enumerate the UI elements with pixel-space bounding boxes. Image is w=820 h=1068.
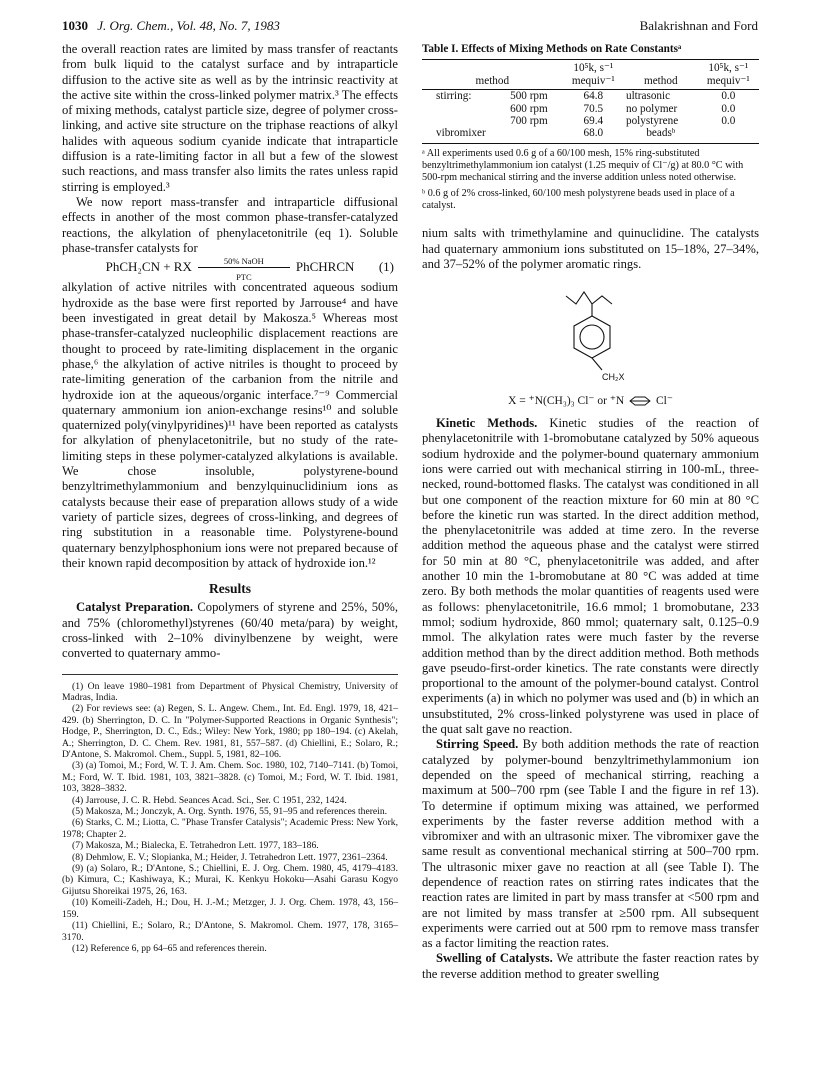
equation-reactants: PhCH₂CN + RX	[105, 259, 192, 275]
footnote-10: (10) Komeili-Zadeh, H.; Dou, H. J.-M.; Metzger, J. J. Org. Chem. 1978, 43, 156–159.	[62, 897, 398, 920]
paragraph-catalyst-substitution: nium salts with trimethylamine and quinuclidine. The catalysts had quaternary ammonium ions substituted on 15–18%, 27–34%, and 37–52% of the polymer aromatic rings.	[422, 226, 759, 271]
header-rate-bottom-1: mequiv⁻¹	[563, 75, 624, 90]
cell-rate: 64.8	[583, 90, 604, 103]
footnote-2: (2) For reviews see: (a) Regen, S. L. Angew. Chem., Int. Ed. Engl. 1979, 18, 421–429. (b) Sherrington, D. C. In "Polymer-Supported Reactions in Organic Synthesis"; Hodge, P., Sherrington, D. C., Eds.; Wiley: New York, 1980; pp 180–194. (c) Akelah, A.; Sherrington, D. C. Chem. Rev. 1981, 81, 557–587. (d) Chiellini, E.; Solaro, R.; D'Antone, S. Makromol. Chem., Suppl. 5, 1981, 82–106.	[62, 703, 398, 761]
reaction-arrow	[198, 255, 290, 282]
benzene-ring	[574, 316, 610, 358]
cell-method	[422, 115, 508, 127]
stirring-speed-text: By both addition methods the rate of reaction catalyzed by polymer-bound benzyltrimethylammonium ion depended on the speed of mechanical stirring, reaching a maximum at 500–700 rpm (see Table I and the figure in ref 13). To determine if optimum mixing was attained, we performed experiments by the faster reverse addition method with a vibromixer and with an ultrasonic mixer. The vibromixer gave the same result as conventional mechanical stirring at 500–700 rpm. The ultrasonic mixer gave no reaction at all (see Table I). The dependence of reaction rates on stirring rates indicates that the reaction rates are limited in part by mass transfer at <500 rpm and are not limited by mass transfer at ≥500 rpm. All subsequent experiments were carried out at 500 rpm to remove mass transfer as a factor limiting the reaction rates.	[422, 737, 759, 951]
footnote-7: (7) Makosza, M.; Bialecka, E. Tetrahedron Lett. 1977, 183–186.	[72, 840, 319, 852]
cell-rate-2: 0.0	[721, 114, 736, 127]
footnote-8: (8) Dehmlow, E. V.; Slopianka, M.; Heider, J. Tetrahedron Lett. 1977, 2361–2364.	[72, 851, 388, 863]
cell-method: stirring:	[436, 90, 472, 103]
cell-method-2: polystyrene	[625, 114, 679, 127]
cell-speed: 600 rpm	[510, 102, 548, 115]
paragraph-swelling	[422, 951, 759, 982]
cell-speed: 500 rpm	[510, 90, 548, 103]
aromatic-circle	[580, 325, 604, 349]
header-rate-bottom-2: mequiv⁻¹	[698, 75, 759, 90]
equation-number: (1)	[378, 259, 394, 275]
kinetic-methods-text: Kinetic studies of the reaction of phenylacetonitrile with 1-bromobutane catalyzed by 50% aqueous sodium hydroxide and the polymer-bound quaternary ammonium ions were carried out with mechanical stirring in 100-mL, three-necked, round-bottomed flasks. The catalyst was conditioned in all but one component of the reaction mixture for 60 min at 80 °C before the kinetic run was started. In the direct addition method, the phenylacetonitrile was added at time zero. In the reverse addition method the aqueous phase and the catalyst were stirred for 50 min at 80 °C, phenylacetonitrile was added, and after another 10 min the 1-bromobutane at 80 °C was added at time zero. By both methods the molar quantities of reagents used were as follows: phenylacetonitrile, 16.6 mmol; 1 bromobutane, 233 mmol; sodium hydroxide, 860 mmol; quaternary salt, 0.125–0.9 mmol. The alkylation rates were much faster by the reverse addition method than by the direct addition method. Both methods gave pseudo-first-order kinetics. The rate constants were directly proportional to the amount of the polymer-bound catalyst. Control experiments (a) in which no polymer was used and (b) in which an unsubstituted, 2% cross-linked polystyrene was used in place of the quat salt gave no reaction.	[422, 416, 759, 737]
cell-rate: 69.4	[583, 114, 604, 127]
page-header	[62, 18, 758, 36]
paragraph-stirring-speed	[422, 737, 759, 951]
footnote-5: (5) Makosza, M.; Jonczyk, A. Org. Synth. 1976, 55, 91–95 and references therein.	[72, 806, 388, 818]
header-left	[62, 18, 280, 34]
table-header-row-2	[422, 75, 759, 90]
paragraph-kinetic-methods	[422, 416, 759, 737]
catalyst-preparation-text: Copolymers of styrene and 25%, 50%, and 75% (chloromethyl)styrenes (60/40 meta/para) by weight, cross-linked with 2–10% divinylbenzene by weight, were converted to quaternary ammo-	[62, 600, 398, 661]
table-title: Table I. Effects of Mixing Methods on Rate Constantsᵃ	[422, 43, 682, 55]
structure-drawing	[526, 282, 656, 394]
stirring-speed-runin: Stirring Speed.	[436, 737, 519, 752]
footnote-4: (4) Jarrouse, J. C. R. Hebd. Seances Acad. Sci., Ser. C 1951, 232, 1424.	[72, 794, 347, 806]
paragraph-report: We now report mass-transfer and intraparticle diffusional effects in another of the most common phase-transfer-catalyzed reactions, the alkylation of phenylacetonitrile (eq 1). Soluble phase-transfer catalysts for	[62, 194, 398, 255]
table-header-row-1	[422, 60, 759, 75]
backbone-chain	[566, 292, 612, 304]
footnote-11: (11) Chiellini, E.; Solaro, R.; D'Antone, S. Makromol. Chem. 1977, 178, 3165–3170.	[62, 920, 398, 943]
table-row	[422, 103, 759, 115]
running-authors: Balakrishnan and Ford	[639, 18, 758, 33]
cell-method-2: beadsᵇ	[624, 127, 698, 143]
journal-citation: J. Org. Chem., Vol. 48, No. 7, 1983	[97, 18, 280, 33]
cell-rate: 68.0	[563, 127, 624, 143]
swelling-runin: Swelling of Catalysts.	[436, 951, 553, 966]
cell-rate: 70.5	[583, 102, 604, 115]
cell-method: vibromixer	[422, 127, 508, 143]
paragraph-alkylation: alkylation of active nitriles with concentrated aqueous sodium hydroxide as the base were first reported by Jarrouse⁴ and have been investigated in great detail by Makosza.⁵ Whereas most phase-transfer-catalyzed nucleophilic displacement reactions are thought to proceed by rate-limiting displacement in the organic phase,⁶ the alkylation of active nitriles is thought to proceed by rate-limiting generation of the carbanion from the nitrile and hydroxide ion at the aqueous/organic interface.⁷⁻⁹ Commercial quaternary ammonium ion anion-exchange resins¹⁰ and soluble quaternized poly(vinylpyridines)¹¹ have been reported as catalysts for alkylation of phenylacetonitrile, but no study of the rate-limiting steps in these polymer-catalyzed alkylations is available. We chose insoluble, polystyrene-bound benzyltrimethylammonium and benzylquinuclidinium ions as catalysts because their ease of preparation allows study of a wide variety of particle sizes, degrees of cross-linking, and degrees of ring substitution in a reasonable time. Polystyrene-bound quaternary benzylphosphonium ions were not prepared because of their known rapid decomposition by attack of hydroxide ion.¹²	[62, 280, 398, 570]
left-column	[62, 42, 398, 954]
table-1	[422, 42, 759, 212]
catalyst-preparation-runin: Catalyst Preparation.	[76, 600, 194, 615]
rate-table	[422, 59, 759, 143]
cell-method-2: ultrasonic	[625, 90, 671, 103]
equation-product: PhCHRCN	[295, 259, 355, 275]
cell-method	[422, 103, 508, 115]
structure-caption-a: X = ⁺N(CH₃)₃ Cl⁻ or ⁺N	[508, 395, 625, 408]
header-blank-1	[422, 60, 563, 75]
table-footnote-b: ᵇ 0.6 g of 2% cross-linked, 60/100 mesh polystyrene beads used in place of a catalyst.	[422, 188, 735, 212]
cell-rate-2	[698, 127, 759, 143]
footnotes	[62, 674, 398, 955]
footnote-1: (1) On leave 1980–1981 from Department of Physical Chemistry, University of Madras, India.	[62, 680, 398, 703]
cell-speed	[508, 127, 563, 143]
swelling-text: We attribute the faster reaction rates by the reverse addition method to greater swelling	[422, 951, 760, 981]
header-method-2: method	[624, 75, 698, 90]
header-rate-top-1: 10⁵k, s⁻¹	[563, 60, 624, 75]
footnote-9: (9) (a) Solaro, R.; D'Antone, S.; Chiellini, E. J. Org. Chem. 1980, 45, 4179–4183. (b) Kimura, C.; Kashiwaya, K.; Murai, K. Kenkyu Hokoku—Asahi Garasu Kogyo Gijutsu Shoreikai 1975, 26, 163.	[62, 863, 398, 897]
table-footnote-a: ᵃ All experiments used 0.6 g of a 60/100 mesh, 15% ring-substituted benzyltrimethylammonium ion catalyst (1.25 mequiv of Cl⁻/g) at 80.0 °C with 500-rpm mechanical stirring and the inverse addition unless noted otherwise.	[422, 147, 744, 183]
header-blank-2	[624, 60, 698, 75]
cell-speed: 700 rpm	[510, 114, 548, 127]
page-number: 1030	[62, 18, 88, 33]
cell-method-2: no polymer	[625, 102, 678, 115]
cell-rate-2: 0.0	[721, 90, 736, 103]
ch2x-bond	[592, 358, 602, 370]
quinuclidine-ring-icon	[627, 396, 653, 406]
ch2x-label: CH₂X	[601, 372, 624, 383]
table-row	[422, 90, 759, 103]
results-heading: Results	[208, 581, 251, 597]
footnote-6: (6) Starks, C. M.; Liotta, C. "Phase Transfer Catalysis"; Academic Press: New York, 1978; Chapter 2.	[62, 817, 398, 840]
paragraph-catalyst-preparation	[62, 600, 398, 661]
polymer-structure	[422, 282, 759, 410]
right-column	[422, 42, 759, 982]
arrow-condition-top: 50% NaOH	[223, 255, 264, 266]
table-row	[422, 115, 759, 127]
header-method-1: method	[422, 75, 563, 90]
cell-rate-2: 0.0	[721, 102, 736, 115]
paragraph-intro: the overall reaction rates are limited by mass transfer of reactants from bulk liquid to the catalyst surface and by intraparticle diffusion to the active site as well as by the intrinsic reactivity at the active site within the cross-linked polymer matrix.³ The effects of mixing methods, catalyst particle size, degree of polymer cross-linking, and active site structure on the triphase reactions of alkyl halides with aqueous sodium cyanide indicate that intraparticle diffusion is a rate-limiting factor in all but a few of the slowest such reactions, and mass transfer also limits the rates unless rapid stirring is employed.³	[62, 42, 398, 194]
equation-1	[62, 255, 398, 282]
arrow-condition-bottom: PTC	[236, 271, 252, 282]
footnote-12: (12) Reference 6, pp 64–65 and references therein.	[72, 942, 267, 954]
kinetic-methods-runin: Kinetic Methods.	[436, 416, 538, 431]
structure-caption-b: Cl⁻	[655, 395, 673, 408]
header-rate-top-2: 10⁵k, s⁻¹	[698, 60, 759, 75]
table-row	[422, 127, 759, 143]
footnote-3: (3) (a) Tomoi, M.; Ford, W. T. J. Am. Chem. Soc. 1980, 102, 7140–7141. (b) Tomoi, M.; Ford, W. T. Ibid. 1981, 103, 3821–3828. (c) Tomoi, M.; Ford, W. T. Ibid. 1981, 103, 3828–3832.	[62, 760, 398, 795]
structure-caption	[422, 394, 759, 409]
